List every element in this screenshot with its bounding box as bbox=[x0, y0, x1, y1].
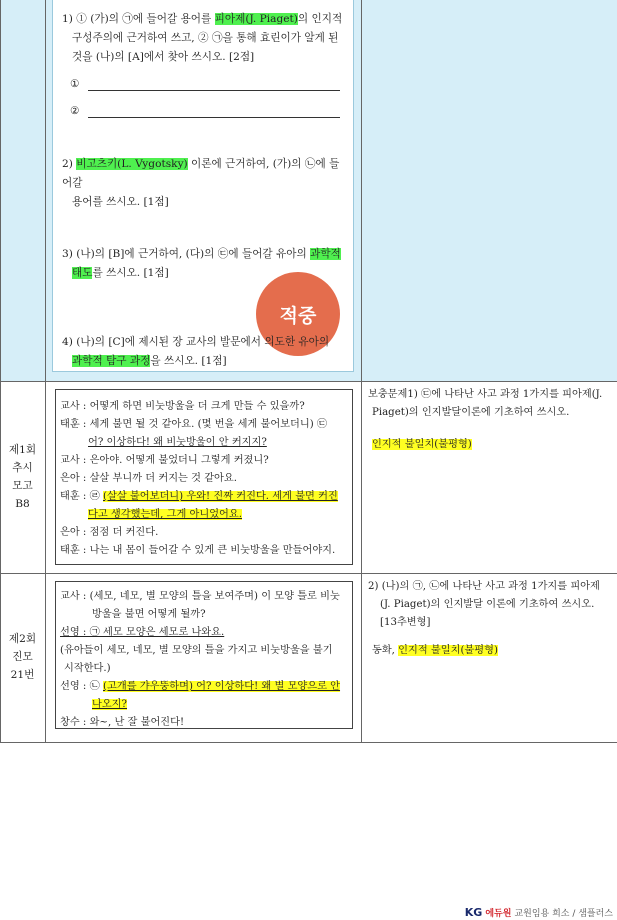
answer-blank-2-line bbox=[88, 117, 340, 118]
row2-dialogue-line: 방울을 불면 어떻게 될까? bbox=[92, 609, 206, 620]
row1-dialogue-line: 은아 : 살살 부니까 더 커지는 것 같아요. bbox=[60, 473, 237, 484]
q2-text: 2) bbox=[62, 158, 77, 170]
q3-highlight: 과학적 bbox=[310, 248, 341, 260]
q1-highlight: 피아제(J. Piaget) bbox=[214, 13, 298, 25]
q2-text-cont: 이론에 근거하여, (가)의 ㉡에 들어갈 bbox=[62, 158, 340, 189]
row2-dialogue-line: 선영 : ㉠ 세모 모양은 세모로 나와요. bbox=[60, 627, 225, 638]
footer-text: 교원임용 희소 / 샘플러스 bbox=[514, 909, 613, 919]
row1-dialogue-line: 어? 이상하다! 왜 비눗방울이 안 커지지? bbox=[88, 437, 267, 448]
kg-logo: KG bbox=[464, 906, 483, 919]
hit-badge: 적중 bbox=[256, 272, 340, 356]
row2-dialogue-line: 선영 : ㉡ (고개를 갸우뚱하며) 어? 이상하다! 왜 별 모양으로 안 bbox=[60, 681, 341, 692]
row-divider bbox=[0, 573, 617, 574]
answer-blank-2-label: ② bbox=[70, 105, 80, 117]
top-right-blue-cell bbox=[361, 0, 617, 381]
row1-dialogue-line: 태훈 : 나는 내 몸이 들어갈 수 있게 큰 비눗방울을 만들어야지. bbox=[60, 545, 336, 556]
q1-line2: 구성주의에 근거하여 쓰고, ② ㉠을 통해 효린이가 알게 된 bbox=[72, 32, 339, 44]
top-left-blue-cell bbox=[0, 0, 45, 381]
column-divider bbox=[361, 0, 362, 743]
q3-line2: 를 쓰시오. [1점] bbox=[92, 267, 169, 279]
row2-dialogue-line bbox=[92, 696, 127, 714]
column-divider bbox=[45, 0, 46, 743]
q3-text: 3) (나)의 [B]에 근거하여, (다)의 ㉢에 들어갈 유아의 bbox=[62, 248, 311, 260]
row1-question: 보충문제1) ㉢에 나타난 사고 과정 1가지를 피아제(J. Piaget)의 인지발달이론에 기초하여 쓰시오. bbox=[368, 389, 603, 418]
row2-dialogue-line: 교사 : (세모, 네모, 별 모양의 틀을 보여주며) 이 모양 틀로 비눗 bbox=[60, 591, 340, 602]
answer-blank-1-line bbox=[88, 90, 340, 91]
row1-dialogue-line: 교사 : 은아야. 어떻게 불었더니 그렇게 커졌니? bbox=[60, 455, 269, 466]
row2-highlight-cont: 나오지? bbox=[92, 699, 127, 710]
row1-dialogue-line: 교사 : 어떻게 하면 비눗방울을 더 크게 만들 수 있을까? bbox=[60, 401, 305, 412]
question-2 bbox=[62, 155, 346, 212]
row-divider bbox=[0, 742, 617, 743]
q2-highlight: 비고츠키(L. Vygotsky) bbox=[76, 158, 188, 170]
q1-line3: 것을 (나)의 [A]에서 찾아 쓰시오. [2점] bbox=[72, 51, 255, 63]
row-divider bbox=[0, 381, 617, 382]
q1-text-cont: 의 인지적 bbox=[297, 13, 343, 25]
row1-dialogue-line: 태훈 : ㉣ (살살 불어보더니) 우와! 진짜 커진다. 세게 불면 커진 bbox=[60, 491, 338, 502]
q2-line2: 용어를 쓰시오. [1점] bbox=[72, 196, 169, 208]
row1-dialogue-line: 은아 : 점점 더 커진다. bbox=[60, 527, 159, 538]
row1-label: 제1회 추시 모고 B8 bbox=[8, 444, 37, 510]
answer-blank-1-label: ① bbox=[70, 78, 80, 90]
question-1 bbox=[62, 10, 346, 67]
row2-question: 2) (나)의 ㉠, ㉡에 나타난 사고 과정 1가지를 피아제 (J. Piaget)의 인지발달 이론에 기초하여 쓰시오. [13추변형] bbox=[368, 581, 600, 628]
row2-dialogue-line: 시작한다.) bbox=[64, 663, 111, 674]
row1-highlight-cont: 다고 생각했는데, 그게 아니었어요. bbox=[88, 509, 242, 520]
row1-dialogue-line: 태훈 : 세게 불면 될 것 같아요. (몇 번을 세게 불어보더니) ㉢ bbox=[60, 419, 328, 430]
q4-line1: 4) (나)의 [C]에 제시된 장 교사의 발문에서 의도한 유아의 bbox=[62, 336, 330, 348]
brand-name: 에듀원 bbox=[485, 909, 512, 919]
q4-line2: 을 쓰시오. [1점] bbox=[150, 355, 227, 367]
row1-highlight: (살살 불어보더니) 우와! 진짜 커진다. 세게 불면 커진 bbox=[103, 491, 338, 502]
row2-dialogue-line: 창수 : 와~, 난 잘 불어진다! bbox=[60, 717, 185, 728]
q4-highlight: 과학적 탐구 과정 bbox=[72, 355, 151, 367]
row2-answer: 동화, 인지적 불일치(불평형) bbox=[372, 645, 498, 656]
question-4 bbox=[62, 333, 346, 371]
row2-highlight: (고개를 갸우뚱하며) 어? 이상하다! 왜 별 모양으로 안 bbox=[103, 681, 341, 692]
publisher-footer bbox=[465, 906, 613, 919]
row1-answer: 인지적 불일치(불평형) bbox=[372, 439, 472, 450]
row1-dialogue-line bbox=[88, 506, 242, 524]
q1-text: 1) ① (가)의 ㉠에 들어갈 용어를 bbox=[62, 13, 215, 25]
row2-label: 제2회 진모 21번 bbox=[8, 633, 37, 681]
q3-highlight-cont: 태도 bbox=[72, 267, 93, 279]
row2-dialogue-line: (유아들이 세모, 네모, 별 모양의 틀을 가지고 비눗방울을 불기 bbox=[60, 645, 333, 656]
